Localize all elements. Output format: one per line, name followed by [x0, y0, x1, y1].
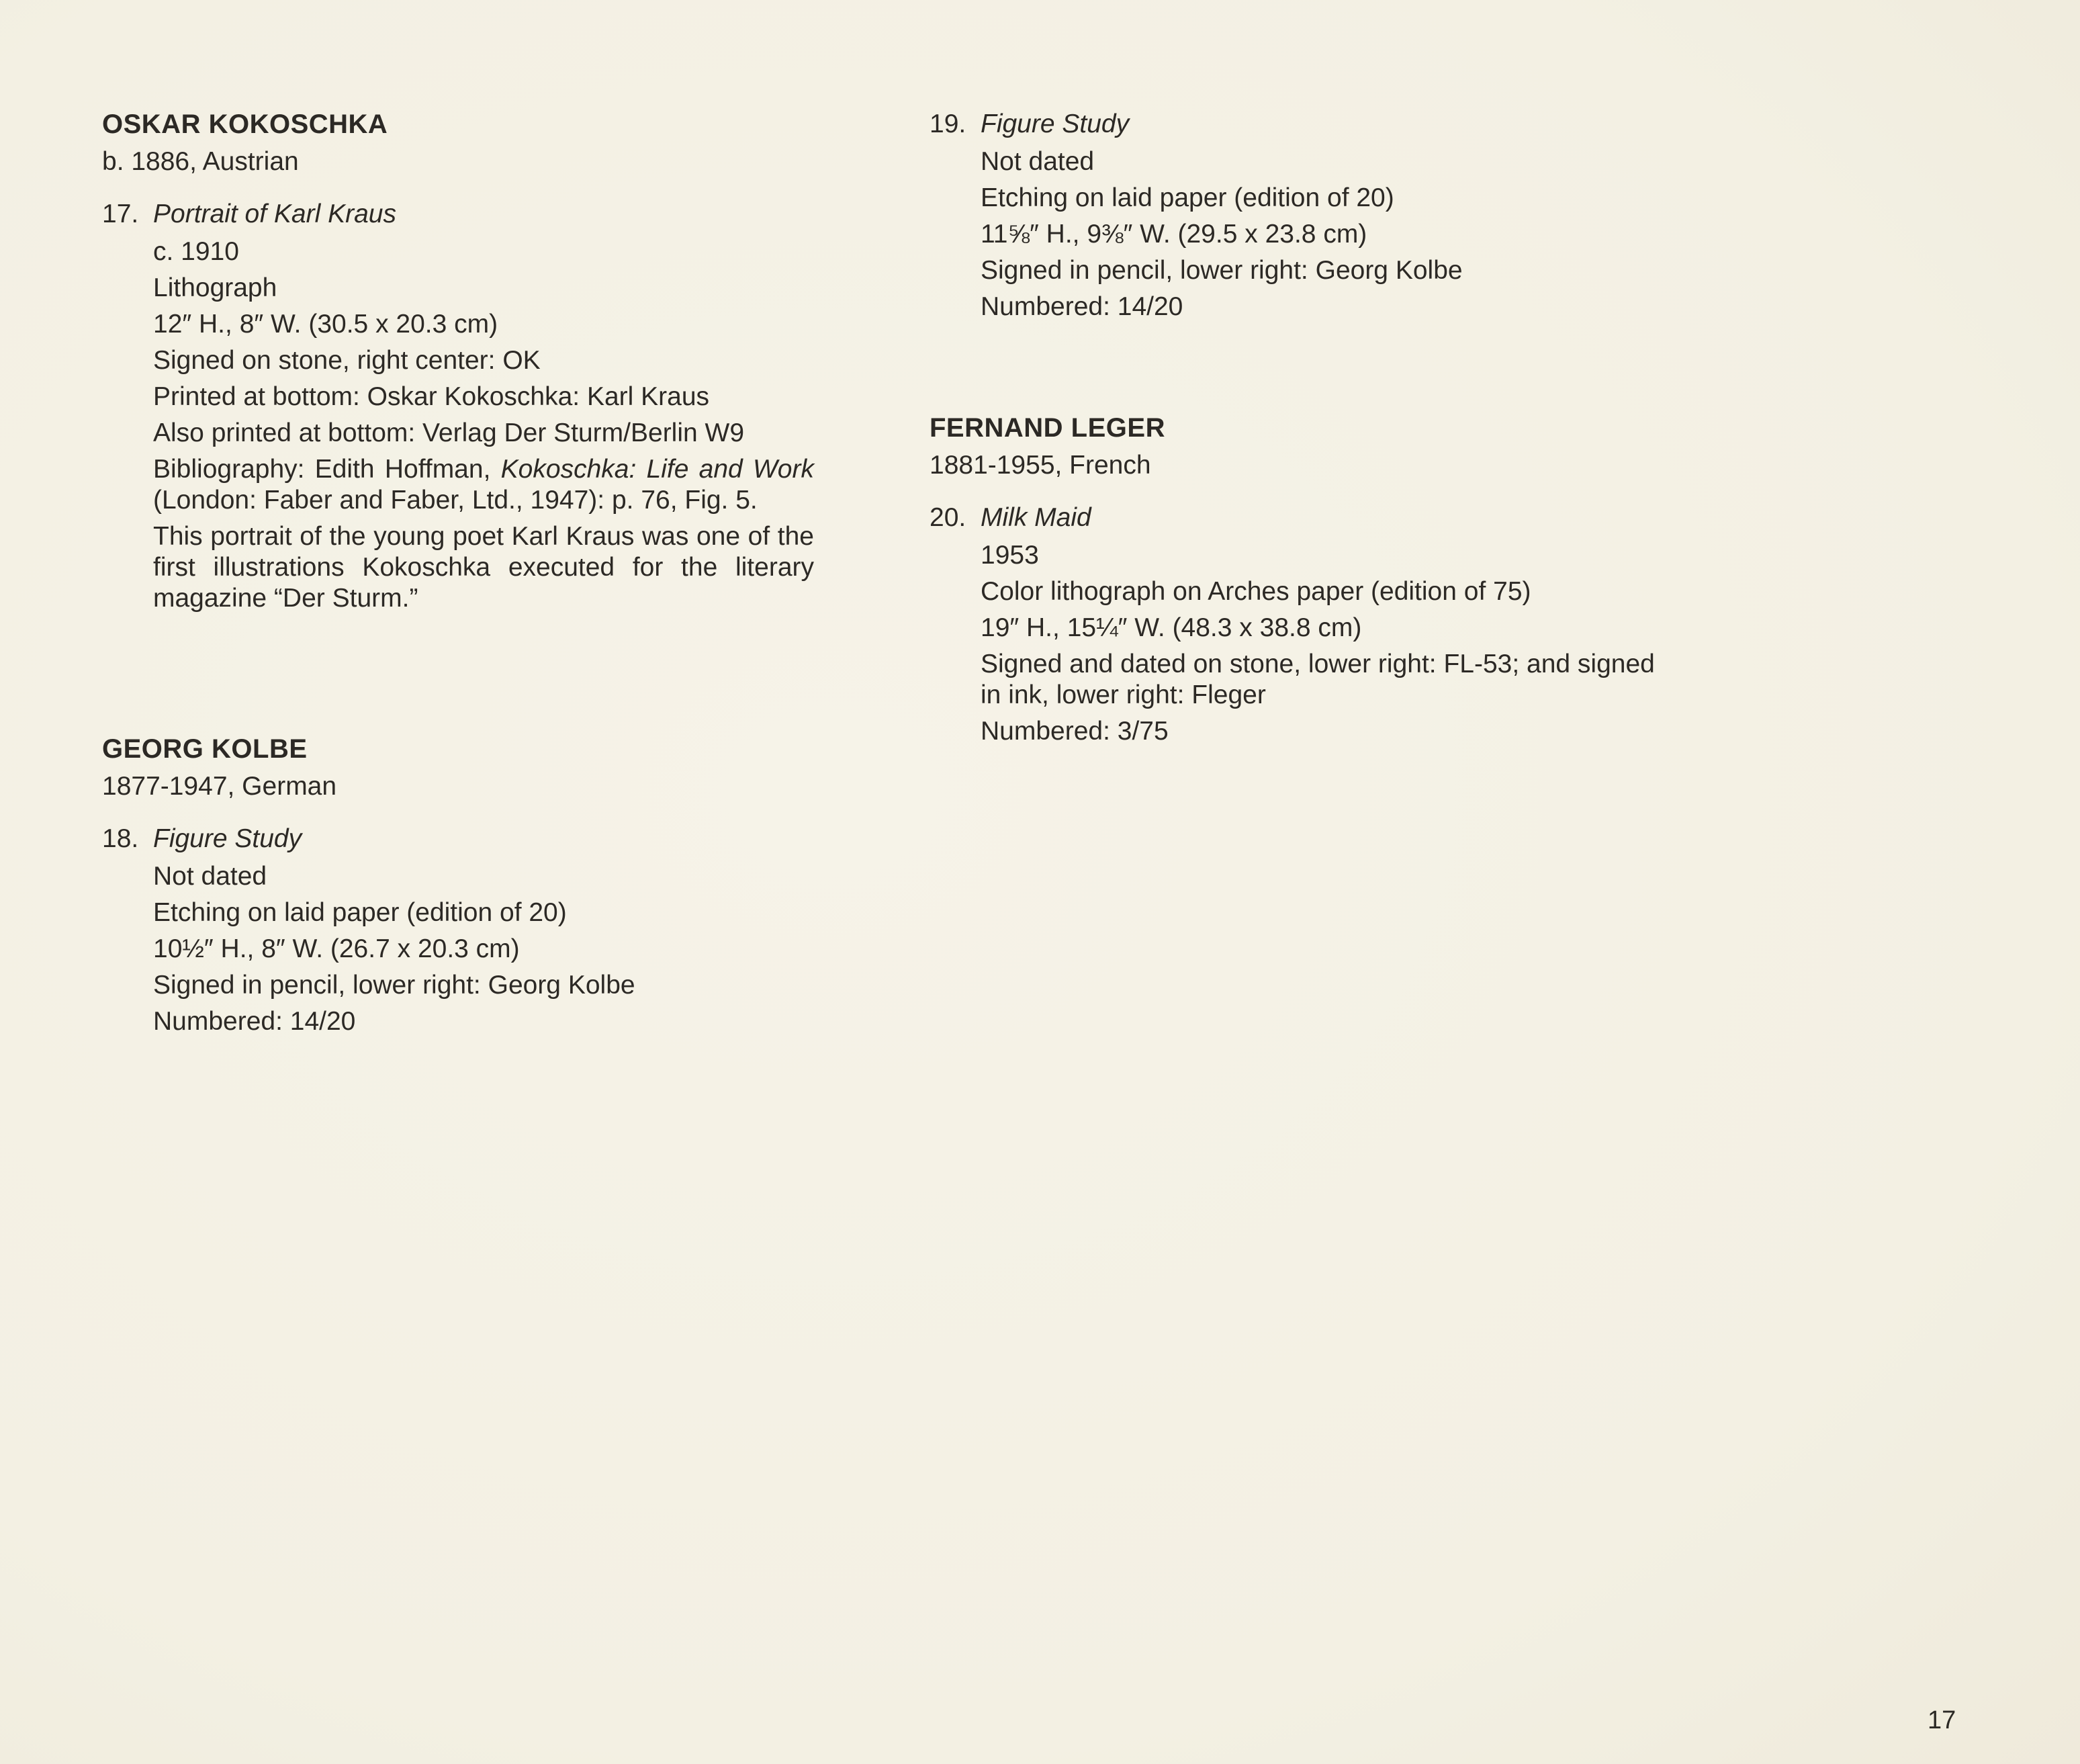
entry-details: [153, 236, 814, 614]
entry-bibliography: [153, 454, 814, 516]
artist-dates: b. 1886, Austrian: [102, 147, 299, 176]
artist-name: GEORG KOLBE: [102, 734, 308, 764]
entry-printed: Printed at bottom: Oskar Kokoschka: Karl Kraus: [153, 382, 710, 411]
artist-name: OSKAR KOKOSCHKA: [102, 109, 388, 139]
catalog-entry-17: [102, 197, 814, 614]
entry-number: 20.: [930, 503, 966, 532]
catalog-entry-18: [102, 822, 814, 1037]
entry-numbered: Numbered: 3/75: [981, 717, 1169, 746]
entry-details: [981, 540, 1668, 747]
entry-details: [153, 861, 814, 1037]
entry-signature: Signed and dated on stone, lower right: FL-53; and signed in ink, lower right: Fleger: [981, 650, 1655, 709]
entry-medium: Etching on laid paper (edition of 20): [981, 183, 1394, 212]
entry-heading: [102, 822, 814, 856]
catalog-entry-20: [930, 501, 1668, 747]
entry-date: c. 1910: [153, 237, 239, 266]
artist-dates: 1877-1947, German: [102, 772, 337, 801]
entry-date: 1953: [981, 541, 1039, 570]
page-number: 17: [1928, 1706, 1956, 1734]
entry-medium: Etching on laid paper (edition of 20): [153, 898, 567, 927]
artist-section-leger: [930, 411, 1668, 747]
entry-medium: Color lithograph on Arches paper (edition of 75): [981, 577, 1531, 606]
entry-dimensions: 10½″ H., 8″ W. (26.7 x 20.3 cm): [153, 934, 520, 963]
entry-details: [981, 146, 1668, 322]
entry-note: This portrait of the young poet Karl Kraus was one of the first illustrations Kokoschka executed for the literary magazine “Der Sturm.”: [153, 522, 814, 613]
entry-numbered: Numbered: 14/20: [153, 1007, 356, 1036]
entry-date: Not dated: [981, 147, 1095, 176]
entry-title: Figure Study: [981, 109, 1130, 138]
artist-section-kolbe-continued: [930, 107, 1668, 322]
artist-section-kolbe: [102, 732, 814, 1037]
entry-heading: [102, 197, 814, 231]
artist-section-kokoschka: [102, 107, 814, 614]
entry-dimensions: 11⅝″ H., 9⅜″ W. (29.5 x 23.8 cm): [981, 220, 1367, 249]
entry-title: Figure Study: [153, 824, 302, 853]
entry-number: 19.: [930, 109, 966, 138]
entry-also-printed: Also printed at bottom: Verlag Der Sturm/Berlin W9: [153, 418, 745, 447]
entry-dimensions: 19″ H., 15¼″ W. (48.3 x 38.8 cm): [981, 613, 1362, 642]
catalog-entry-19: [930, 107, 1668, 322]
entry-medium: Lithograph: [153, 273, 277, 302]
entry-dimensions: 12″ H., 8″ W. (30.5 x 20.3 cm): [153, 310, 498, 339]
artist-name: FERNAND LEGER: [930, 413, 1165, 443]
bibliography-prefix: Bibliography: Edith Hoffman,: [153, 455, 501, 484]
entry-signature: Signed in pencil, lower right: Georg Kolbe: [981, 256, 1463, 285]
entry-heading: [930, 107, 1668, 141]
entry-title: Milk Maid: [981, 503, 1091, 532]
artist-dates: 1881-1955, French: [930, 451, 1151, 480]
bibliography-suffix: (London: Faber and Faber, Ltd., 1947): p. 76, Fig. 5.: [153, 486, 758, 515]
entry-title: Portrait of Karl Kraus: [153, 200, 396, 228]
entry-numbered: Numbered: 14/20: [981, 292, 1183, 321]
entry-heading: [930, 501, 1668, 535]
entry-date: Not dated: [153, 862, 267, 891]
bibliography-title: Kokoschka: Life and Work: [500, 455, 814, 484]
entry-signature: Signed in pencil, lower right: Georg Kolbe: [153, 971, 635, 1000]
entry-number: 17.: [102, 200, 139, 228]
entry-number: 18.: [102, 824, 139, 853]
entry-signature: Signed on stone, right center: OK: [153, 346, 541, 375]
